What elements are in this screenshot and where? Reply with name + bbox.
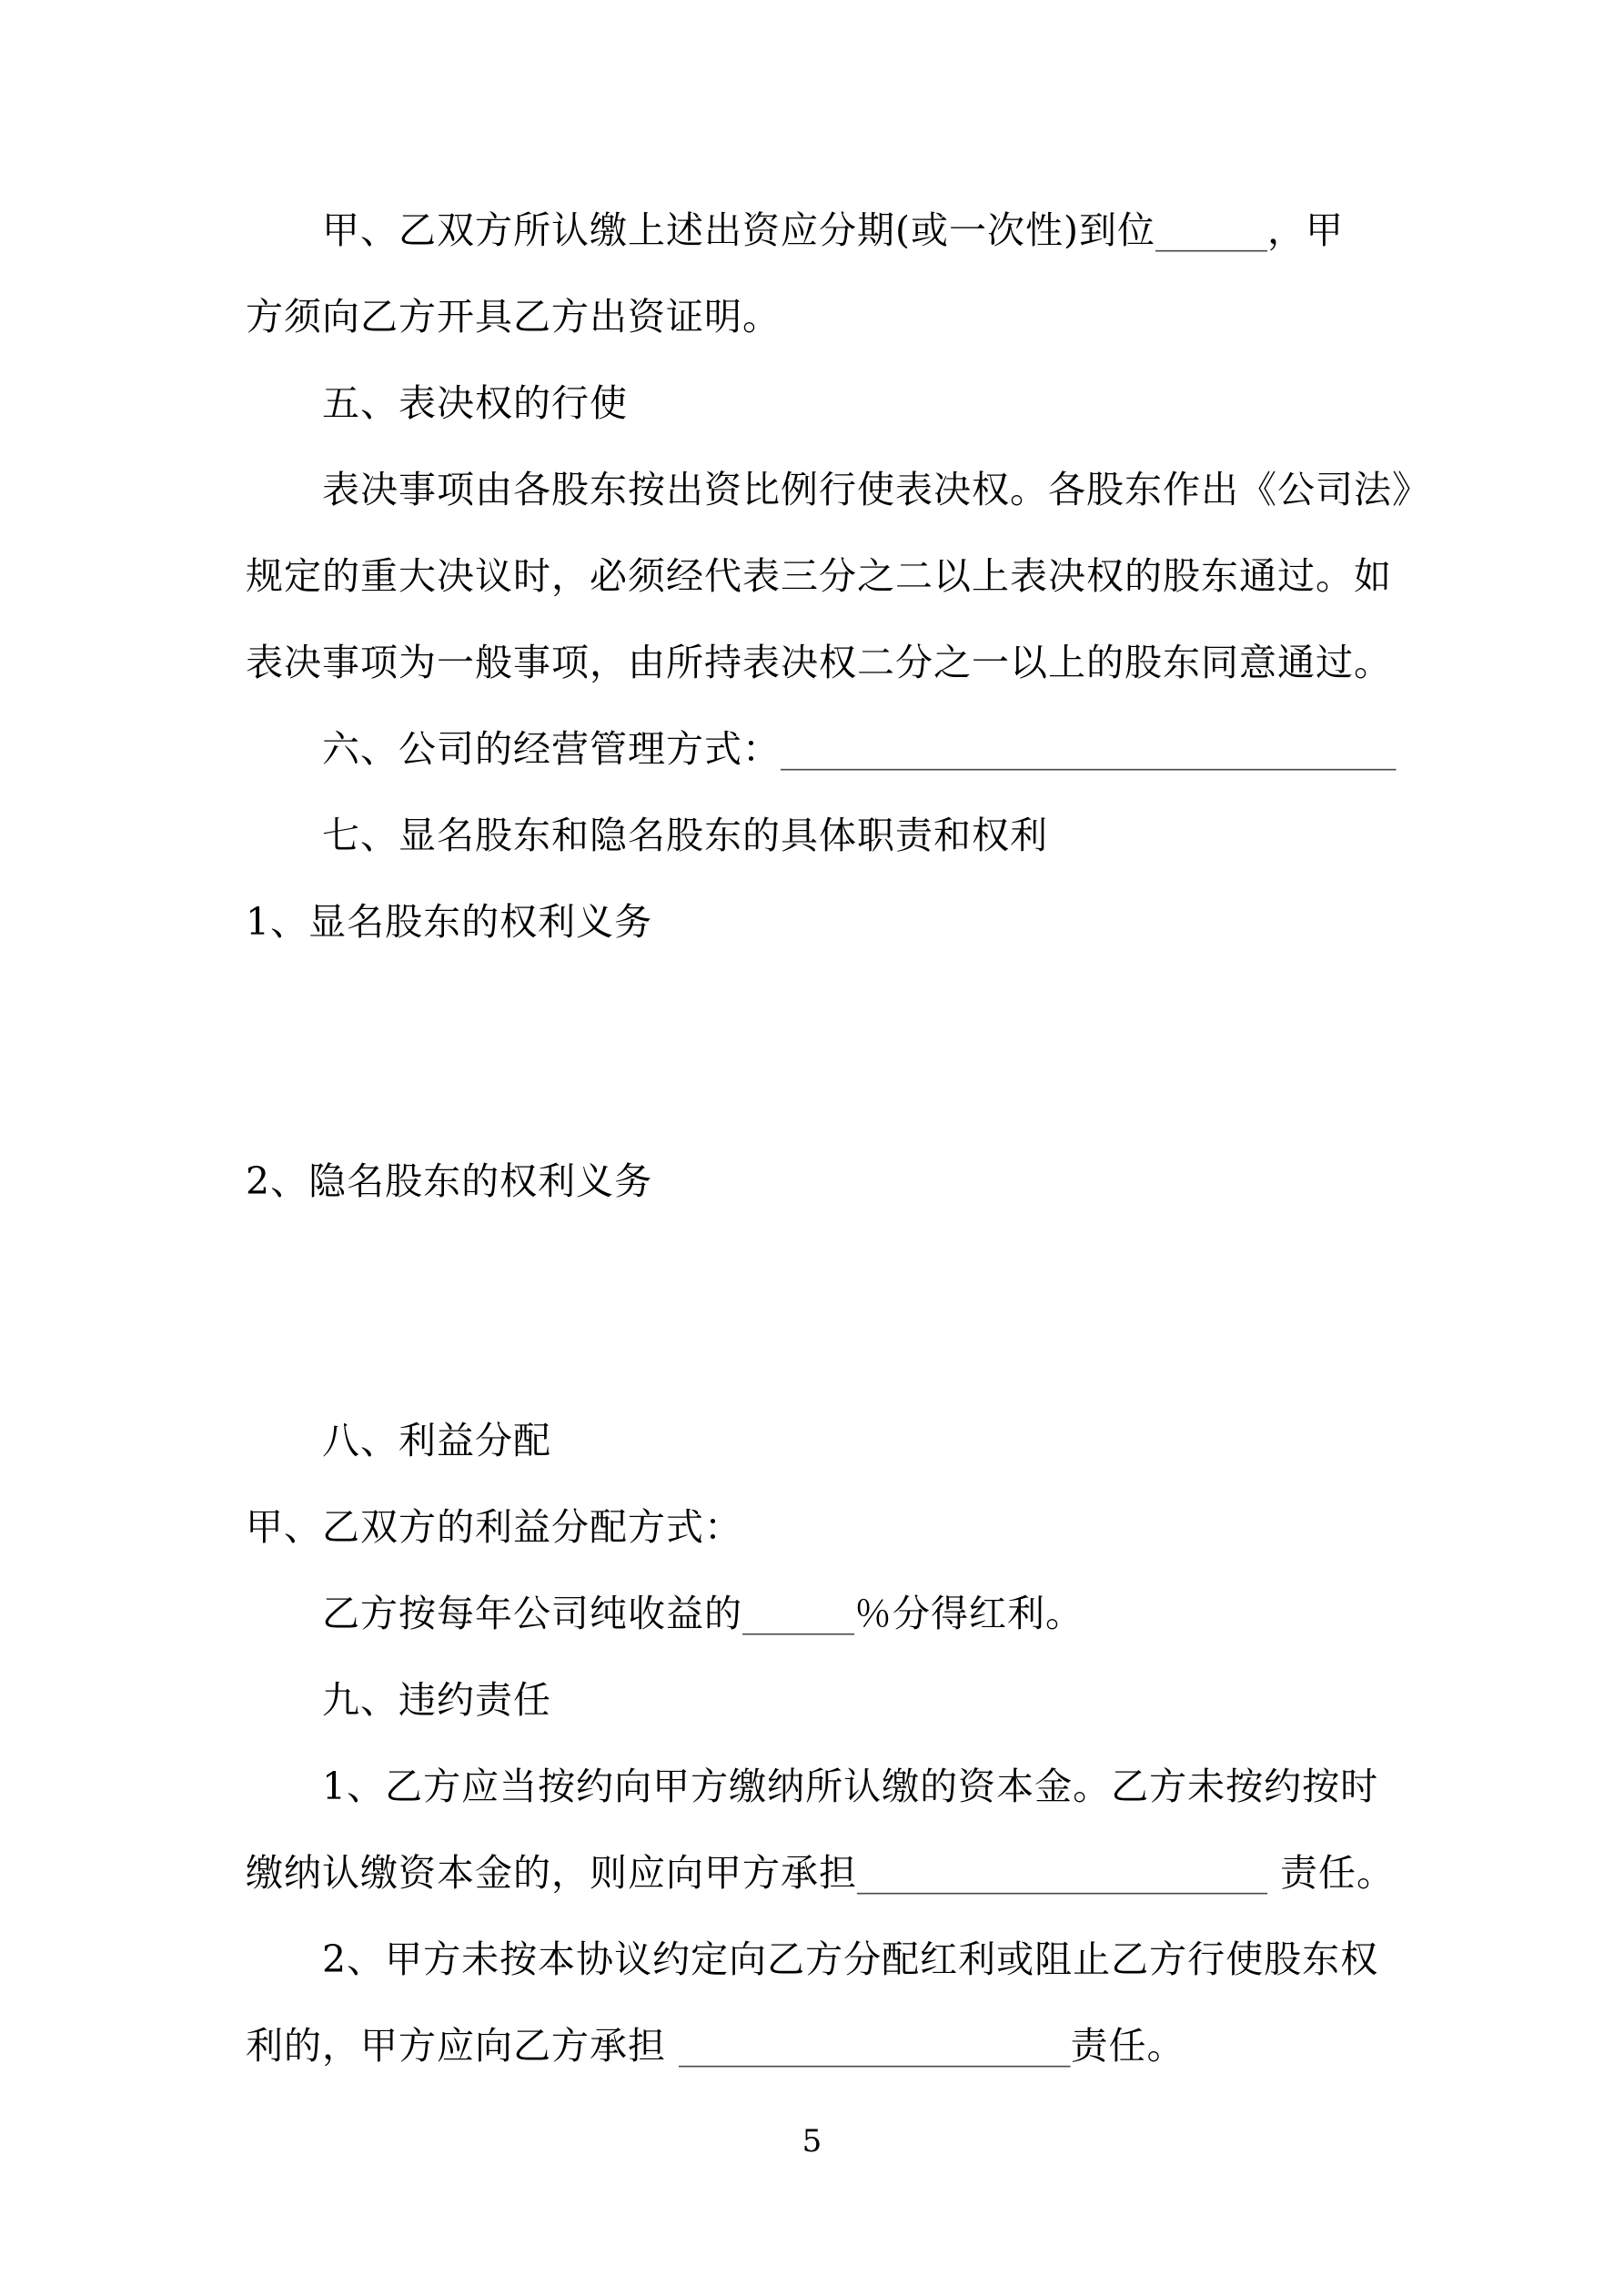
- fill-in-blank: _____________________: [679, 2024, 1071, 2068]
- fill-in-blank: ______: [742, 1592, 854, 1635]
- text-line: 2、隐名股东的权利义务: [246, 1159, 653, 1203]
- text-line: 表决事项由各股东按出资比例行使表决权。各股东作出《公司法》: [322, 468, 1430, 511]
- text-line: 表决事项为一般事项，由所持表决权二分之一以上的股东同意通过。: [246, 641, 1392, 684]
- fill-in-blank: ______________________: [857, 1851, 1267, 1895]
- text-line: 缴纳认缴资本金的，则应向甲方承担______________________ 责任。: [246, 1851, 1396, 1895]
- text-line: 利的，甲方应向乙方承担 _____________________责任。: [246, 2024, 1185, 2068]
- text-line: 甲、乙双方的利益分配方式：: [246, 1505, 742, 1549]
- text-line: 九、违约责任: [322, 1678, 551, 1722]
- text-line: [246, 1311, 1387, 1398]
- text-line: 甲、乙双方所认缴上述出资应分期(或一次性)到位______，甲: [322, 208, 1344, 252]
- text-line: 六、公司的经营管理方式：_________________________________: [322, 727, 1397, 771]
- text-line: 七、显名股东和隐名股东的具体职责和权利: [322, 814, 1048, 857]
- fill-in-blank: ______: [1155, 208, 1267, 252]
- text-line: 规定的重大决议时，必须经代表三分之二以上表决权的股东通过。如: [246, 554, 1392, 598]
- text-line: 乙方按每年公司纯收益的______％分得红利。: [322, 1592, 1084, 1635]
- paragraph-container: [246, 187, 1430, 2089]
- text-line: 五、表决权的行使: [322, 381, 628, 425]
- text-line: 1、乙方应当按约向甲方缴纳所认缴的资本金。乙方未按约按时: [322, 1765, 1379, 1808]
- page-number: 5: [802, 2123, 822, 2159]
- text-line: [246, 1052, 1387, 1138]
- text-line: 方须向乙方开具乙方出资证明。: [246, 295, 781, 339]
- text-line: [246, 1225, 1387, 1311]
- text-line: 1、显名股东的权利义务: [246, 900, 653, 944]
- text-line: 2、甲方未按本协议约定向乙方分配红利或阻止乙方行使股东权: [322, 1937, 1379, 1981]
- fill-in-blank: _________________________________: [781, 727, 1397, 771]
- text-line: [246, 966, 1387, 1052]
- text-line: 八、利益分配: [322, 1419, 551, 1462]
